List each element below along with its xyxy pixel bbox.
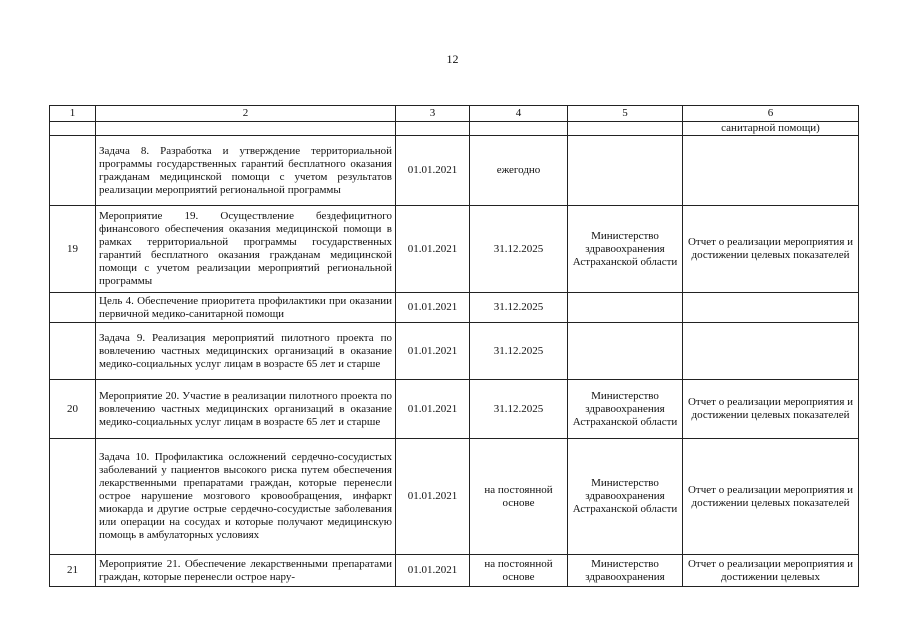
row-executor: Министерство здравоохранения Астраханской области — [568, 380, 683, 439]
row-start-date: 01.01.2021 — [396, 206, 470, 293]
header-col-1: 1 — [50, 106, 96, 122]
table-row — [50, 206, 859, 293]
row-description: Задача 8. Разработка и утверждение территориальной программы государственных гарантий бесплатного оказания гражданам медицинской помощи с учетом результатов реализации мероприятий региональной программы — [96, 136, 396, 206]
table-row — [50, 293, 859, 323]
row-number: 19 — [50, 206, 96, 293]
row-executor — [568, 293, 683, 323]
row-number: 21 — [50, 555, 96, 587]
table-header-row — [50, 106, 859, 122]
header-col-2: 2 — [96, 106, 396, 122]
row-description: Задача 10. Профилактика осложнений сердечно-сосудистых заболеваний у пациентов высокого риска путем обеспечения лекарственными препаратами граждан, которые перенесли острое нарушение мозгового кровообращения, инфаркт миокарда и другие острые сердечно-сосудистые заболевания или операции на сосудах и которые получают медицинскую помощь в амбулаторных условиях — [96, 439, 396, 555]
row-end-date: на постоянной основе — [470, 439, 568, 555]
row-description: Цель 4. Обеспечение приоритета профилактики при оказании первичной медико-санитарной помощи — [96, 293, 396, 323]
row-result: Отчет о реализации мероприятия и достижении целевых показателей — [683, 206, 859, 293]
row-executor: Министерство здравоохранения Астраханской области — [568, 206, 683, 293]
program-table — [49, 105, 859, 587]
row-description: Мероприятие 21. Обеспечение лекарственными препаратами граждан, которые перенесли острое нару- — [96, 555, 396, 587]
row-start-date: 01.01.2021 — [396, 293, 470, 323]
header-col-6: 6 — [683, 106, 859, 122]
header-col-4: 4 — [470, 106, 568, 122]
row-executor — [568, 136, 683, 206]
row-executor: Министерство здравоохранения — [568, 555, 683, 587]
row-number — [50, 323, 96, 380]
table-row — [50, 323, 859, 380]
row-result: Отчет о реализации мероприятия и достижении целевых — [683, 555, 859, 587]
row-start-date: 01.01.2021 — [396, 555, 470, 587]
row-start-date: 01.01.2021 — [396, 439, 470, 555]
row-description: Задача 9. Реализация мероприятий пилотного проекта по вовлечению частных медицинских организаций в оказание медико-социальных услуг лицам в возрасте 65 лет и старше — [96, 323, 396, 380]
row-executor: Министерство здравоохранения Астраханской области — [568, 439, 683, 555]
row-number — [50, 293, 96, 323]
page-number: 12 — [446, 52, 459, 66]
row-number: 20 — [50, 380, 96, 439]
row-number — [50, 439, 96, 555]
table-row — [50, 136, 859, 206]
header-col-5: 5 — [568, 106, 683, 122]
row-result: Отчет о реализации мероприятия и достижении целевых показателей — [683, 439, 859, 555]
row-description: Мероприятие 20. Участие в реализации пилотного проекта по вовлечению частных медицинских организаций в оказание медико-социальных услуг лицам в возрасте 65 лет и старше — [96, 380, 396, 439]
table-row — [50, 380, 859, 439]
row-end-date: 31.12.2025 — [470, 323, 568, 380]
row-end-date: 31.12.2025 — [470, 293, 568, 323]
continuation-row — [50, 122, 859, 136]
row-end-date: на постоянной основе — [470, 555, 568, 587]
row-description: Мероприятие 19. Осуществление бездефицитного финансового обеспечения оказания медицинской помощи в рамках территориальной программы государственных гарантий бесплатного оказания гражданам медицинской помощи с учетом реализации мероприятий региональной программы — [96, 206, 396, 293]
row-start-date: 01.01.2021 — [396, 136, 470, 206]
continuation-text: санитарной помощи) — [683, 122, 859, 136]
row-result — [683, 136, 859, 206]
table-row — [50, 555, 859, 587]
row-number — [50, 136, 96, 206]
table-row — [50, 439, 859, 555]
row-end-date: ежегодно — [470, 136, 568, 206]
row-result — [683, 323, 859, 380]
row-end-date: 31.12.2025 — [470, 380, 568, 439]
row-start-date: 01.01.2021 — [396, 380, 470, 439]
row-result: Отчет о реализации мероприятия и достижении целевых показателей — [683, 380, 859, 439]
row-executor — [568, 323, 683, 380]
row-end-date: 31.12.2025 — [470, 206, 568, 293]
header-col-3: 3 — [396, 106, 470, 122]
row-start-date: 01.01.2021 — [396, 323, 470, 380]
row-result — [683, 293, 859, 323]
